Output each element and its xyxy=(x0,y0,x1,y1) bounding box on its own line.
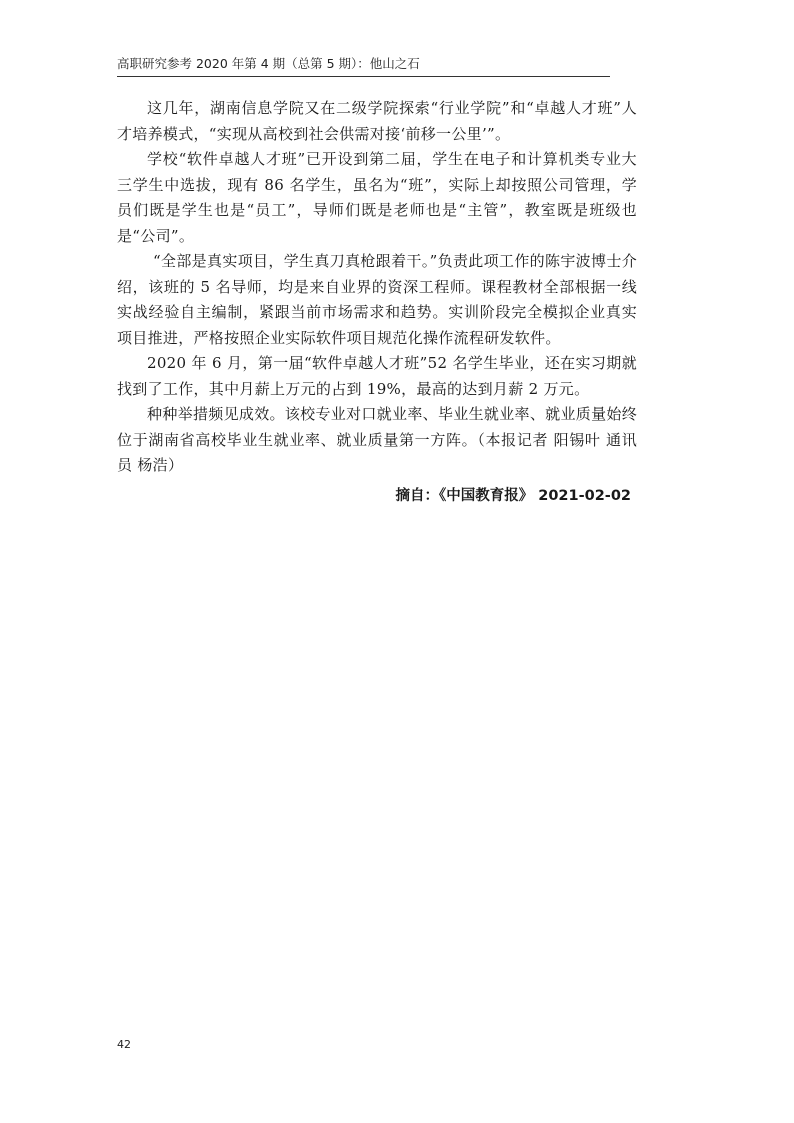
source-attribution: 摘自：《中国教育报》 2021-02-02 xyxy=(395,487,631,504)
paragraph-2: 学校“软件卓越人才班”已开设到第二届，学生在电子和计算机类专业大三学生中选拔，现有 86 名学生，虽名为“班”，实际上却按照公司管理，学员们既是学生也是“员工”，导师们既是老师也是“主管”，教室既是班级也是“公司”。 xyxy=(117,150,637,245)
paragraph-1: 这几年，湖南信息学院又在二级学院探索“行业学院”和“卓越人才班”人才培养模式，“实现从高校到社会供需对接‘前移一公里’”。 xyxy=(117,99,637,143)
page-number: 42 xyxy=(117,1038,131,1051)
paragraph-4: 2020 年 6 月，第一届“软件卓越人才班”52 名学生毕业，还在实习期就找到了工作，其中月薪上万元的占到 19%，最高的达到月薪 2 万元。 xyxy=(117,354,637,398)
paragraph-5: 种种举措频见成效。该校专业对口就业率、毕业生就业率、就业质量始终位于湖南省高校毕业生就业率、就业质量第一方阵。（本报记者 阳锡叶 通讯员 杨浩） xyxy=(117,405,637,474)
running-title: 高职研究参考 2020 年第 4 期（总第 5 期）：他山之石 xyxy=(117,56,420,71)
article-body xyxy=(117,96,637,508)
page-header xyxy=(117,56,610,77)
paragraph-3: “全部是真实项目，学生真刀真枪跟着干。”负责此项工作的陈宇波博士介绍，该班的 5 名导师，均是来自业界的资深工程师。课程教材全部根据一线实战经验自主编制，紧跟当前市场需求和趋势。实训阶段完全模拟企业真实项目推进，严格按照企业实际软件项目规范化操作流程研发软件。 xyxy=(117,252,637,347)
